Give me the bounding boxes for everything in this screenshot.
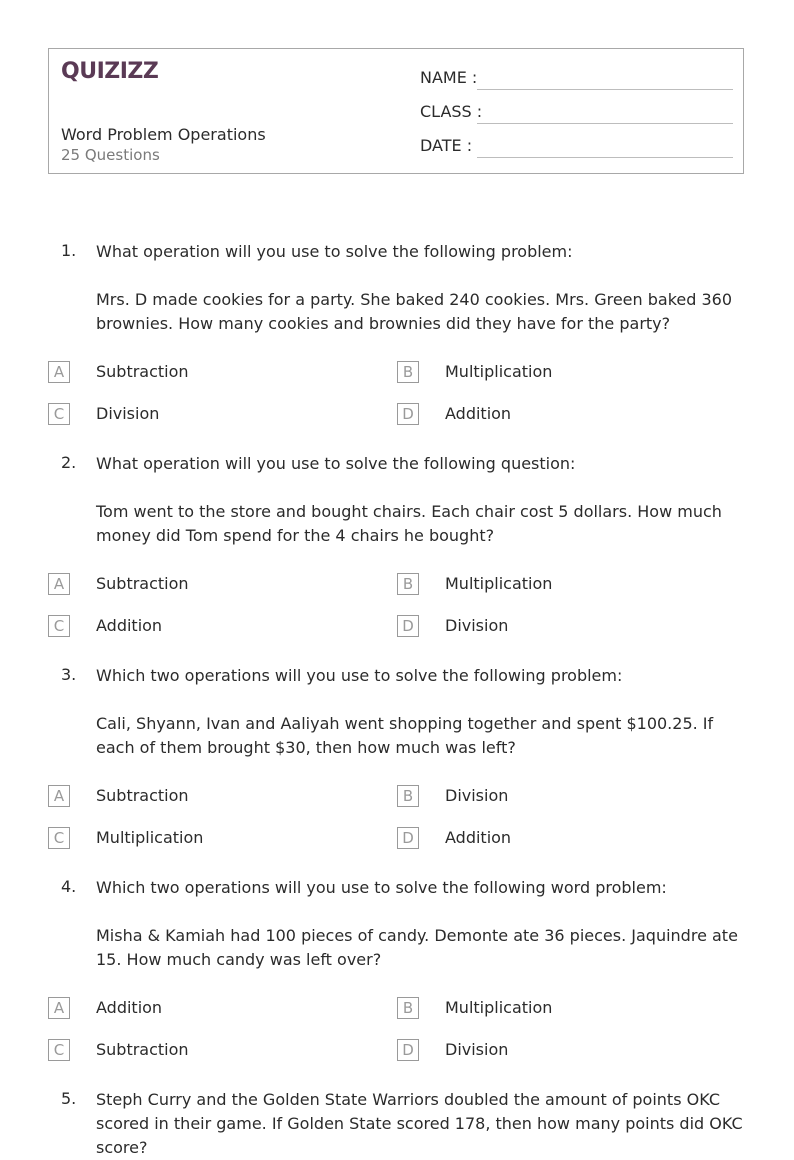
option-b-label: Multiplication	[445, 574, 553, 593]
option-d-label: Addition	[445, 404, 512, 423]
option-b-label: Multiplication	[445, 362, 553, 381]
option-a-label: Subtraction	[96, 362, 189, 381]
option-a-box[interactable]: A	[48, 573, 70, 595]
option-a-label: Subtraction	[96, 786, 189, 805]
option-c-label: Subtraction	[96, 1040, 189, 1059]
option-c-box[interactable]: C	[48, 403, 70, 425]
option-b-box[interactable]: B	[397, 361, 419, 383]
question-prompt: What operation will you use to solve the following question:	[96, 454, 576, 473]
class-line[interactable]	[477, 123, 733, 124]
option-c-box[interactable]: C	[48, 615, 70, 637]
option-b-box[interactable]: B	[397, 573, 419, 595]
option-a-box[interactable]: A	[48, 785, 70, 807]
question-count: 25 Questions	[61, 146, 160, 164]
option-a-box[interactable]: A	[48, 361, 70, 383]
question-prompt: Steph Curry and the Golden State Warriors doubled the amount of points OKC scored in their game. If Golden State scored 178, then how many points did OKC score?	[96, 1090, 743, 1157]
question-prompt: What operation will you use to solve the following problem:	[96, 242, 573, 261]
option-d-box[interactable]: D	[397, 827, 419, 849]
worksheet-header	[48, 48, 744, 174]
question-number: 5.	[61, 1089, 77, 1108]
option-c-box[interactable]: C	[48, 827, 70, 849]
option-c-box[interactable]: C	[48, 1039, 70, 1061]
name-line[interactable]	[477, 89, 733, 90]
question-prompt: Which two operations will you use to solve the following problem:	[96, 666, 623, 685]
option-c-label: Multiplication	[96, 828, 204, 847]
option-d-label: Addition	[445, 828, 512, 847]
question-body: Cali, Shyann, Ivan and Aaliyah went shopping together and spent $100.25. If each of them brought $30, then how much was left?	[96, 714, 714, 757]
option-b-box[interactable]: B	[397, 997, 419, 1019]
option-d-box[interactable]: D	[397, 1039, 419, 1061]
class-label: CLASS :	[420, 102, 483, 121]
worksheet-title: Word Problem Operations	[61, 125, 266, 144]
option-a-label: Subtraction	[96, 574, 189, 593]
question-prompt: Which two operations will you use to solve the following word problem:	[96, 878, 667, 897]
option-d-box[interactable]: D	[397, 615, 419, 637]
date-label: DATE :	[420, 136, 473, 155]
question-body: Tom went to the store and bought chairs. Each chair cost 5 dollars. How much money did Tom spend for the 4 chairs he bought?	[96, 502, 722, 545]
question-number: 2.	[61, 453, 77, 472]
question-number: 3.	[61, 665, 77, 684]
option-d-box[interactable]: D	[397, 403, 419, 425]
option-a-label: Addition	[96, 998, 163, 1017]
option-b-label: Multiplication	[445, 998, 553, 1017]
question-number: 1.	[61, 241, 77, 260]
name-label: NAME :	[420, 68, 478, 87]
quizizz-logo: QUIZIZZ	[61, 59, 159, 84]
option-c-label: Addition	[96, 616, 163, 635]
option-b-label: Division	[445, 786, 509, 805]
option-d-label: Division	[445, 1040, 509, 1059]
question-body: Misha & Kamiah had 100 pieces of candy. Demonte ate 36 pieces. Jaquindre ate 15. How much candy was left over?	[96, 926, 738, 969]
option-c-label: Division	[96, 404, 160, 423]
option-d-label: Division	[445, 616, 509, 635]
option-b-box[interactable]: B	[397, 785, 419, 807]
date-line[interactable]	[477, 157, 733, 158]
option-a-box[interactable]: A	[48, 997, 70, 1019]
question-number: 4.	[61, 877, 77, 896]
question-body: Mrs. D made cookies for a party. She baked 240 cookies. Mrs. Green baked 360 brownies. How many cookies and brownies did they have for the party?	[96, 290, 733, 333]
